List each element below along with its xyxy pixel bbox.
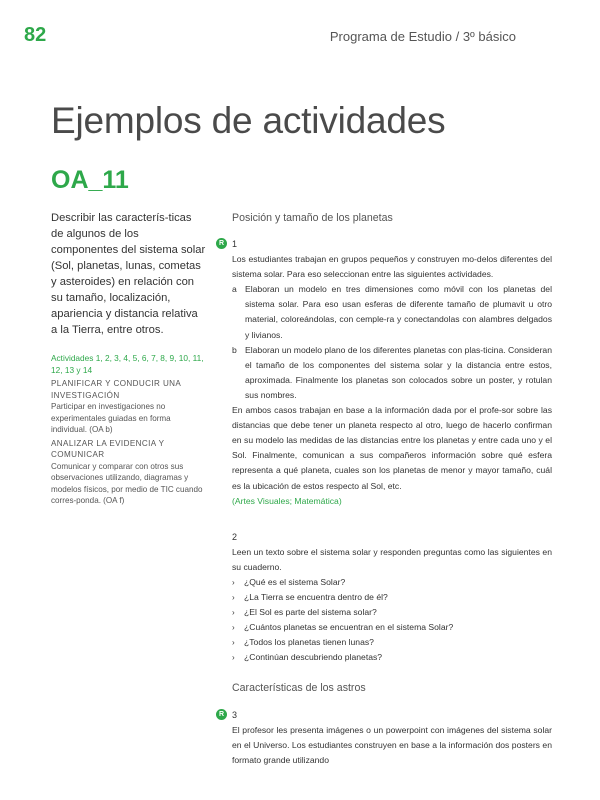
item-label: b — [232, 344, 237, 355]
activity-number: 3 — [232, 709, 238, 720]
objective-column — [51, 210, 207, 509]
resource-badge-icon: R — [216, 709, 227, 720]
page-title: Ejemplos de actividades — [51, 100, 446, 141]
question-item: › ¿Todos los planetas tienen lunas? — [232, 635, 552, 650]
list-item — [232, 282, 552, 342]
skill-heading: ANALIZAR LA EVIDENCIA Y COMUNICAR — [51, 438, 165, 459]
section-heading: Características de los astros — [232, 682, 366, 695]
list-item — [232, 343, 552, 403]
activity-outro: En ambos casos trabajan en base a la información dada por el profe-sor sobre las distancias que debe tener un planeta respecto al otro, luego de hacerlo confirman en su modelo las medidas de las distancias entre los planetas y entre cada uno y el Sol. Finalmente, comunican a sus compañeros información sobre qué esfera representa a qué planeta, cuales son los planetas de menor y mayor tamaño, cuál es la ubicación de estos respecto al Sol, etc. — [232, 405, 552, 491]
page-number: 82 — [24, 24, 47, 46]
subject-tags: (Artes Visuales; Matemática) — [232, 495, 342, 506]
activity-intro: Leen un texto sobre el sistema solar y responden preguntas como las siguientes en su cuaderno. — [232, 546, 552, 572]
activities-label: Actividades 1, 2, 3, 4, 5, 6, 7, 8, 9, 10, 11, 12, 13 y 14 — [51, 353, 204, 375]
item-text: Elaboran un modelo plano de los diferentes planetas con plas-ticina. Consideran el tamaño de los componentes del sistema solar y la distancia entre estos, aproximada. Finalmente los planetas son colocados sobre un poster, y rotulan sus nombres. — [245, 344, 552, 400]
question-item: › ¿Cuántos planetas se encuentran en el sistema Solar? — [232, 620, 552, 635]
resource-badge-icon: R — [216, 238, 227, 249]
activity-intro: Los estudiantes trabajan en grupos pequeños y construyen mo-delos diferentes del sistema solar. Para eso seleccionan entre las siguientes actividades. — [232, 254, 552, 280]
activities-column — [218, 211, 552, 768]
arrow-right-icon: › — [232, 592, 235, 602]
question-item: › ¿La Tierra se encuentra dentro de él? — [232, 590, 552, 605]
skill-description: Comunicar y comparar con otros sus observaciones utilizando, diagramas y modelos físicos, por medio de TIC cuando corres-ponda. (OA f) — [51, 461, 203, 505]
oa-code: OA_11 — [51, 166, 129, 194]
activity-header — [232, 530, 552, 545]
arrow-right-icon: › — [232, 638, 235, 648]
skill-description: Participar en investigaciones no experimentales guiadas en forma individual. (OA b) — [51, 402, 171, 434]
arrow-right-icon: › — [232, 653, 235, 663]
activity-text: El profesor les presenta imágenes o un powerpoint con imágenes del sistema solar en el Universo. Los estudiantes construyen en base a la información dos posters en formato grande utilizando — [232, 724, 552, 765]
item-label: a — [232, 284, 237, 295]
running-head: Programa de Estudio / 3º básico — [329, 29, 516, 44]
activity-number: 2 — [232, 531, 238, 542]
question-item: › ¿Continúan descubriendo planetas? — [232, 650, 552, 665]
arrow-right-icon: › — [232, 577, 235, 587]
activity-number: 1 — [232, 239, 238, 250]
question-item: › ¿El Sol es parte del sistema solar? — [232, 605, 552, 620]
section-heading: Posición y tamaño de los planetas — [232, 212, 393, 224]
arrow-right-icon: › — [232, 623, 235, 633]
activity-header — [218, 708, 552, 723]
item-text: Elaboran un modelo en tres dimensiones como móvil con los planetas del sistema solar. Para eso usan esferas de diferente tamaño de plumavit u otro material, coloreándolas, con cemple-ra y conectandolas con alambres delgados y livianos. — [245, 284, 552, 340]
arrow-right-icon: › — [232, 608, 235, 618]
objective-description: Describir las caracterís-ticas de algunos de los componentes del sistema solar (Sol, planetas, lunas, cometas y asteroides) en relación con su tamaño, localización, apariencia y distancia relativa a la Tierra, entre otros. — [51, 212, 206, 336]
activity-header — [218, 237, 552, 252]
skill-heading: PLANIFICAR Y CONDUCIR UNA INVESTIGACIÓN — [51, 379, 181, 400]
question-item: › ¿Qué es el sistema Solar? — [232, 575, 552, 590]
